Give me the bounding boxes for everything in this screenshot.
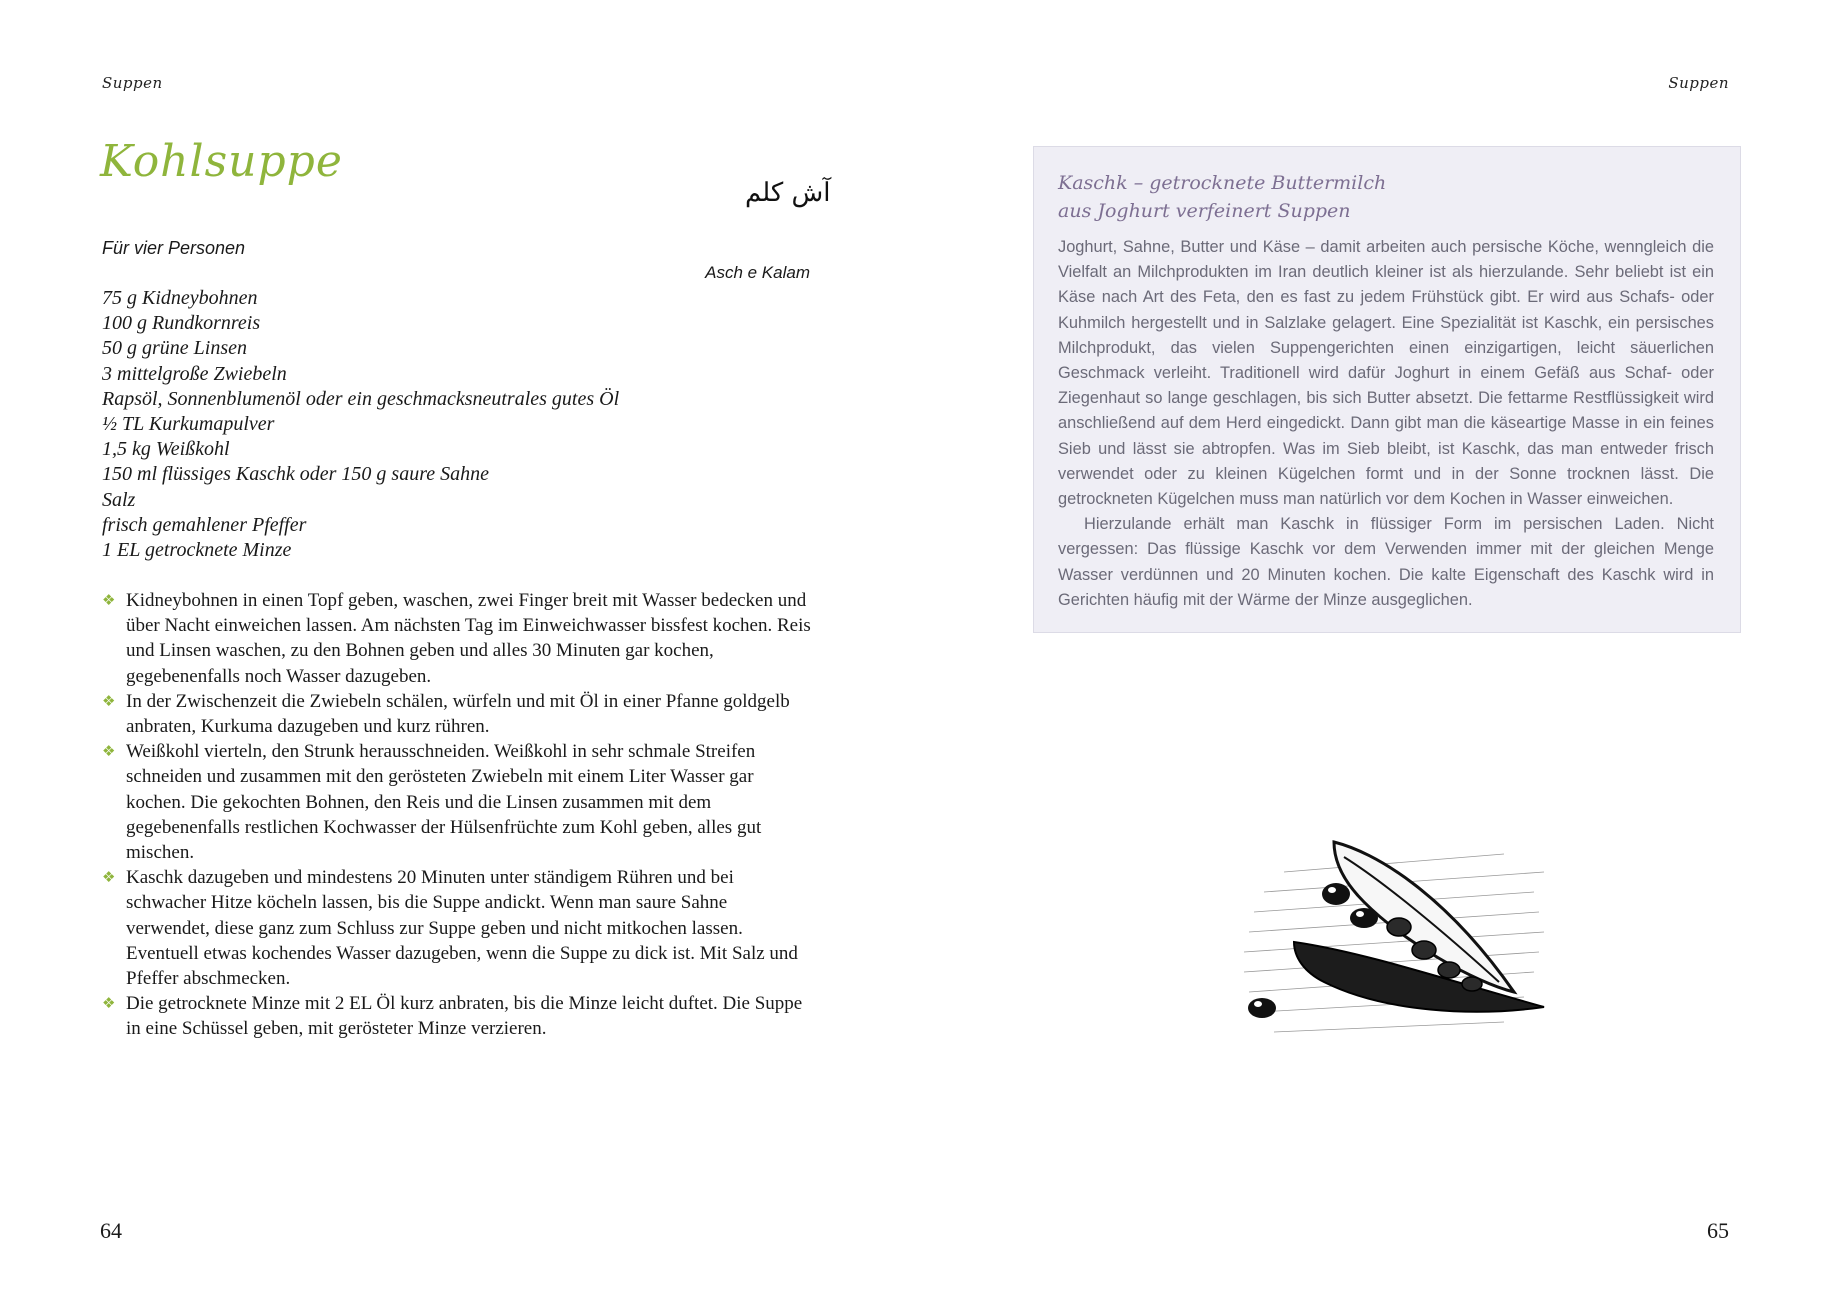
ingredient-item: 75 g Kidneybohnen bbox=[102, 287, 258, 309]
recipe-title: Kohlsuppe bbox=[100, 136, 343, 187]
diamond-cluster-icon: ❖ bbox=[102, 742, 116, 761]
instruction-text: Die getrocknete Minze mit 2 EL Öl kurz anbraten, bis die Minze leicht duftet. Die Suppe in eine Schüssel geben, mit gerösteter Minze verzieren. bbox=[126, 993, 803, 1040]
running-head: Suppen bbox=[102, 74, 163, 92]
info-title-line: aus Joghurt verfeinert Suppen bbox=[1058, 200, 1351, 222]
ingredient-item: 100 g Rundkornreis bbox=[102, 312, 261, 335]
ingredient-list bbox=[102, 286, 822, 563]
ingredient-item: ½ TL Kurkumapulver bbox=[102, 413, 275, 436]
ingredient-item: frisch gemahlener Pfeffer bbox=[102, 513, 307, 536]
info-title-line: Kaschk – getrocknete Buttermilch bbox=[1058, 172, 1387, 194]
diamond-cluster-icon: ❖ bbox=[102, 591, 116, 609]
info-box-title bbox=[1058, 169, 1714, 225]
instruction-text: Kaschk dazugeben und mindestens 20 Minuten unter ständigem Rühren und bei schwacher Hitze köcheln lassen, bis die Suppe andickt. Wenn man saure Sahne verwendet, diese ganz zum Schluss zur Suppe geben und nicht mitkochen lassen. Eventuell etwas kochendes Wasser dazugeben, wenn die Suppe zu dick ist. Mit Salz und Pfeffer abschmecken. bbox=[126, 867, 798, 990]
running-head: Suppen bbox=[1668, 74, 1729, 92]
persian-title: آش کلم bbox=[745, 178, 831, 208]
instruction-step bbox=[102, 689, 812, 739]
right-page bbox=[916, 0, 1831, 1299]
instruction-step bbox=[102, 588, 812, 689]
ingredient-item: 150 ml flüssiges Kaschk oder 150 g saure Sahne bbox=[102, 463, 490, 486]
instruction-step bbox=[102, 739, 812, 865]
instruction-step bbox=[102, 991, 812, 1041]
info-paragraph: Hierzulande erhält man Kaschk in flüssiger Form im persischen Laden. Nicht vergessen: Das flüssige Kaschk vor dem Verwenden immer mit der gleichen Menge Wasser verdünnen und 20 Minuten kochen. Die kalte Eigenschaft des Kaschk wird in Gerichten häufig mit der Wärme der Minze ausgeglichen. bbox=[1058, 515, 1714, 609]
instruction-text: In der Zwischenzeit die Zwiebeln schälen, würfeln und mit Öl in einer Pfanne goldgelb anbraten, Kurkuma dazugeben und kurz rühren. bbox=[126, 690, 790, 738]
ingredient-item: 3 mittelgroße Zwiebeln bbox=[102, 362, 287, 385]
transliteration: Asch e Kalam bbox=[705, 263, 810, 282]
bean-pod-illustration bbox=[1224, 832, 1564, 1062]
instruction-list bbox=[102, 588, 812, 1042]
page-number: 65 bbox=[1707, 1218, 1729, 1243]
ingredient-item: 1 EL getrocknete Minze bbox=[102, 539, 292, 562]
info-paragraph: Joghurt, Sahne, Butter und Käse – damit arbeiten auch persische Köche, wenngleich die Vielfalt an Milchprodukten im Iran deutlich kleiner ist als hierzulande. Sehr beliebt ist ein Käse nach Art des Feta, den es fast zu jedem Frühstück gibt. Er wird aus Schafs- oder Kuhmilch hergestellt und in Salzlake gelagert. Eine Spezialität ist Kaschk, ein persisches Milchprodukt, das vielen Suppengerichten einen einzigartigen, leicht säuerlichen Geschmack verleiht. Traditionell wird dafür Joghurt in einem Gefäß aus Schaf- oder Ziegenhaut so lange geschlagen, bis sich Butter absetzt. Die fettarme Restflüssigkeit wird anschließend auf dem Herd eingedickt. Dann gibt man die käseartige Masse in ein feines Sieb und lässt sie abtropfen. Was im Sieb bleibt, ist Kaschk, das man entweder frisch verwendet oder zu kleinen Kügelchen formt und in der Sonne trocknen lässt. Die getrockneten Kügelchen muss man natürlich vor dem Kochen in Wasser einweichen. bbox=[1058, 238, 1714, 509]
left-page bbox=[0, 0, 915, 1299]
servings-label: Für vier Personen bbox=[102, 238, 246, 258]
ingredient-item: Rapsöl, Sonnenblumenöl oder ein geschmacksneutrales gutes Öl bbox=[102, 387, 620, 410]
ingredient-item: Salz bbox=[102, 488, 136, 511]
ingredient-item: 1,5 kg Weißkohl bbox=[102, 438, 230, 461]
instruction-step bbox=[102, 865, 812, 991]
instruction-text: Weißkohl vierteln, den Strunk herausschneiden. Weißkohl in sehr schmale Streifen schneiden und zusammen mit den gerösteten Zwiebeln mit einem Liter Wasser gar kochen. Die gekochten Bohnen, den Reis und die Linsen zusammen mit dem gegebenenfalls restlichen Kochwasser der Hülsenfrüchte zum Kohl geben, alles gut mischen. bbox=[126, 741, 762, 864]
diamond-cluster-icon: ❖ bbox=[102, 691, 116, 710]
instruction-text: Kidneybohnen in einen Topf geben, waschen, zwei Finger breit mit Wasser bedecken und über Nacht einweichen lassen. Am nächsten Tag im Einweichwasser bissfest kochen. Reis und Linsen waschen, zu den Bohnen geben und alles 30 Minuten gar kochen, gegebenenfalls noch Wasser dazugeben. bbox=[126, 590, 811, 687]
page-number: 64 bbox=[100, 1218, 122, 1243]
diamond-cluster-icon: ❖ bbox=[102, 994, 116, 1013]
ingredient-item: 50 g grüne Linsen bbox=[102, 337, 247, 360]
diamond-cluster-icon: ❖ bbox=[102, 868, 116, 887]
info-box bbox=[1033, 146, 1741, 633]
